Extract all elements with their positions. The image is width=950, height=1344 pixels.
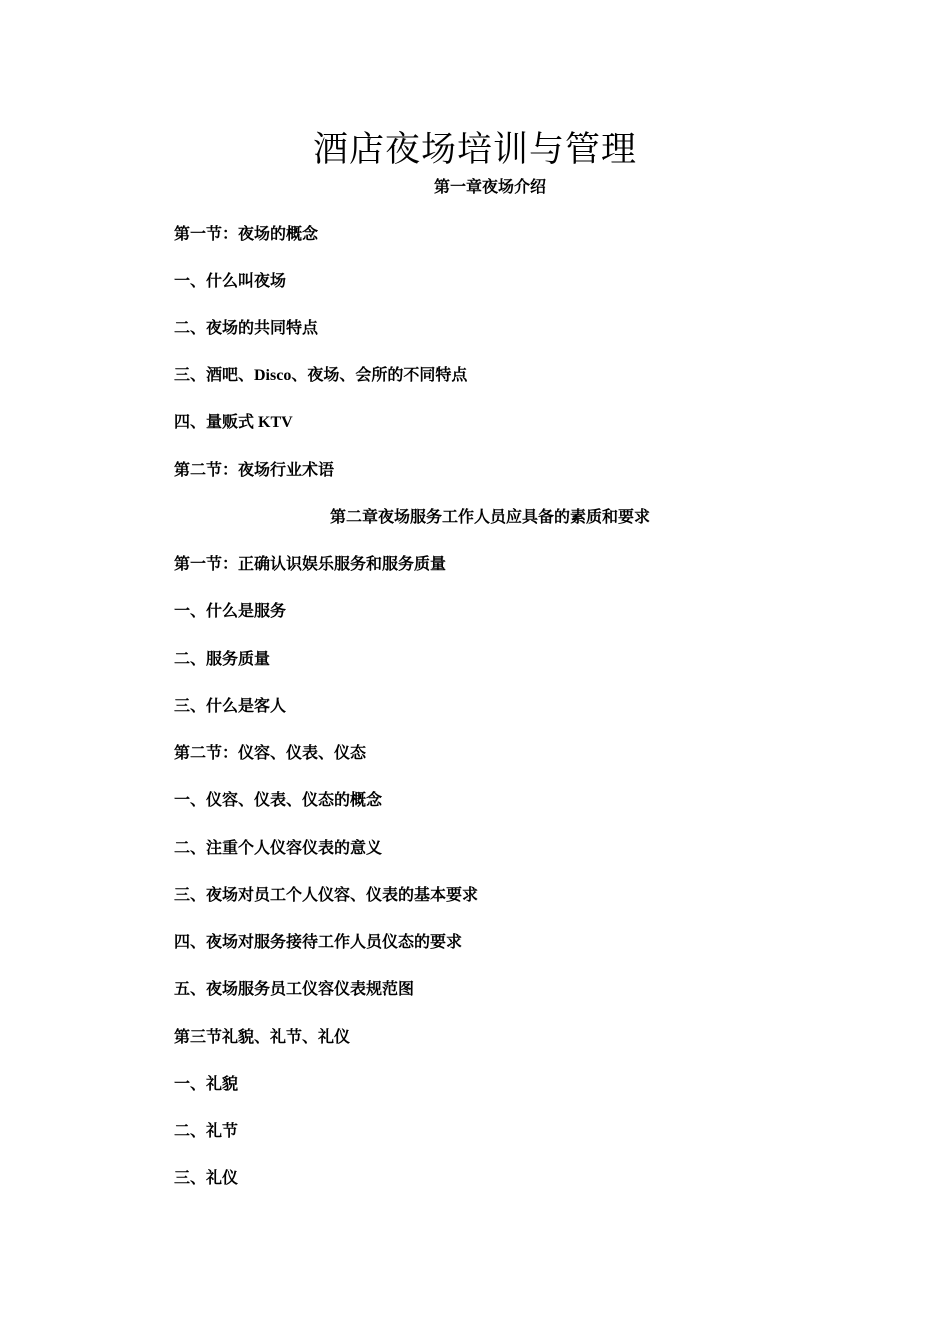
section-heading: 第三节礼貌、礼节、礼仪 <box>174 1029 351 1046</box>
list-item: 一、仪容、仪表、仪态的概念 <box>174 792 383 809</box>
section-heading: 第一节：夜场的概念 <box>174 226 319 243</box>
list-item: 二、礼节 <box>174 1123 239 1140</box>
list-item: 三、什么是客人 <box>174 698 287 715</box>
section-heading: 第一节：正确认识娱乐服务和服务质量 <box>174 556 447 573</box>
section-heading: 第二节：仪容、仪表、仪态 <box>174 745 367 762</box>
list-item: 二、注重个人仪容仪表的意义 <box>174 840 383 857</box>
list-item: 四、夜场对服务接待工作人员仪态的要求 <box>174 934 463 951</box>
list-item: 一、什么叫夜场 <box>174 273 287 290</box>
list-item: 五、夜场服务员工仪容仪表规范图 <box>174 981 415 998</box>
chapter-heading-2: 第二章夜场服务工作人员应具备的素质和要求 <box>329 509 650 526</box>
list-item: 三、礼仪 <box>174 1170 239 1187</box>
list-item: 一、礼貌 <box>174 1076 239 1093</box>
list-item: 二、服务质量 <box>174 651 271 668</box>
list-item: 二、夜场的共同特点 <box>174 320 319 337</box>
document-title: 酒店夜场培训与管理 <box>312 130 637 169</box>
list-item: 三、夜场对员工个人仪容、仪表的基本要求 <box>174 887 479 904</box>
list-item: 四、量贩式 KTV <box>174 414 293 431</box>
list-item: 一、什么是服务 <box>174 603 287 620</box>
list-item: 三、酒吧、Disco、夜场、会所的不同特点 <box>174 367 468 384</box>
section-heading: 第二节：夜场行业术语 <box>174 462 335 479</box>
chapter-heading-1: 第一章夜场介绍 <box>433 179 546 196</box>
